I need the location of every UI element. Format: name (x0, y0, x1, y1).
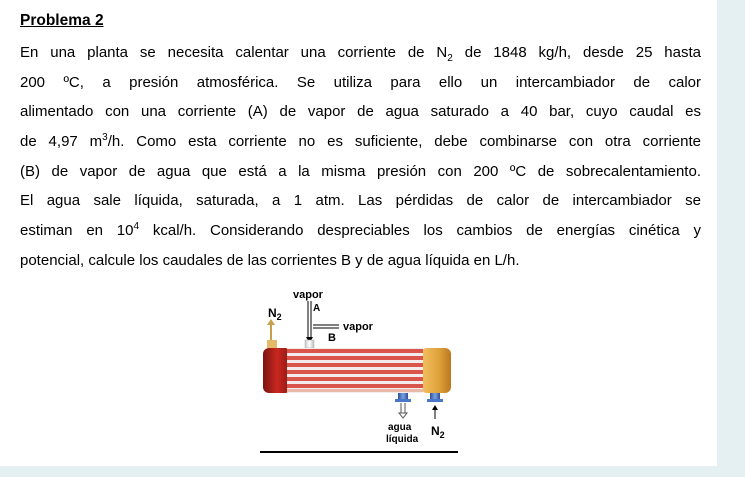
text-run: En una planta se necesita calentar una corriente de N (20, 44, 448, 61)
arrow-down-icon (399, 413, 407, 418)
water-outlet-nozzle (398, 393, 408, 399)
right-head (421, 348, 451, 393)
statement-line (20, 97, 701, 127)
statement-line (20, 246, 701, 276)
n2-inlet-flange (427, 399, 443, 402)
tube (287, 389, 423, 392)
text-run: 200 ºC, a presión atmosférica. Se utiliza para ello un intercambiador de calor (20, 73, 701, 91)
tube (287, 349, 423, 353)
liquida-label: líquida (386, 434, 419, 445)
stream-b-label: B (328, 332, 336, 344)
vapor-right-label: vapor (343, 321, 373, 333)
n2-inlet-nozzle (430, 393, 440, 399)
text-run: /h. Como esta corriente no es suficiente, debe combinarse con otra corriente (107, 133, 701, 151)
n2-left-label: $N_2$ (268, 306, 282, 322)
left-head (263, 348, 291, 393)
vapor-inlet-nozzle (305, 340, 314, 348)
arrow-up-icon (432, 405, 438, 410)
tube (287, 370, 423, 374)
stream-a-label: A (313, 303, 321, 314)
subscript: 2 (447, 53, 453, 64)
vapor-top-label: vapor (293, 289, 323, 301)
heat-exchanger-diagram (255, 285, 465, 463)
text-run: alimentado con una corriente (A) de vapor de agua saturado a 40 bar, cuyo caudal es (20, 103, 701, 121)
statement-line (20, 127, 701, 157)
statement-line (20, 38, 701, 68)
tube (287, 356, 423, 360)
superscript: 3 (102, 132, 108, 144)
heat-exchanger-svg (255, 285, 465, 463)
tube (287, 377, 423, 381)
text-run: kcal/h. Considerando despreciables los cambios de energías cinética y (139, 222, 701, 240)
statement-line (20, 68, 701, 98)
text-run: de 1848 kg/h, desde 25 hasta (452, 44, 702, 61)
tube (287, 384, 423, 388)
text-run: de 4,97 m (20, 133, 103, 151)
n2-outlet-nozzle (267, 340, 277, 348)
text-run: El agua sale líquida, saturada, a 1 atm. Las pérdidas de calor de intercambiador se (20, 192, 701, 210)
agua-label: agua (388, 422, 412, 433)
tube (287, 363, 423, 367)
text-run: (B) de vapor de agua que está a la misma presión con 200 ºC de sobrecalentamiento. (20, 162, 701, 180)
superscript: 4 (133, 221, 140, 233)
statement-line (20, 186, 701, 216)
text-run: estiman en 10 (20, 222, 134, 240)
statement-line (20, 216, 701, 246)
statement-line (20, 157, 701, 187)
problem-statement (20, 38, 701, 276)
problem-title: Problema 2 (20, 12, 104, 29)
n2-right-label: $N_2$ (431, 424, 445, 440)
text-run: potencial, calcule los caudales de las corrientes B y de agua líquida en L/h. (20, 251, 520, 269)
water-outlet-flange (395, 399, 411, 402)
